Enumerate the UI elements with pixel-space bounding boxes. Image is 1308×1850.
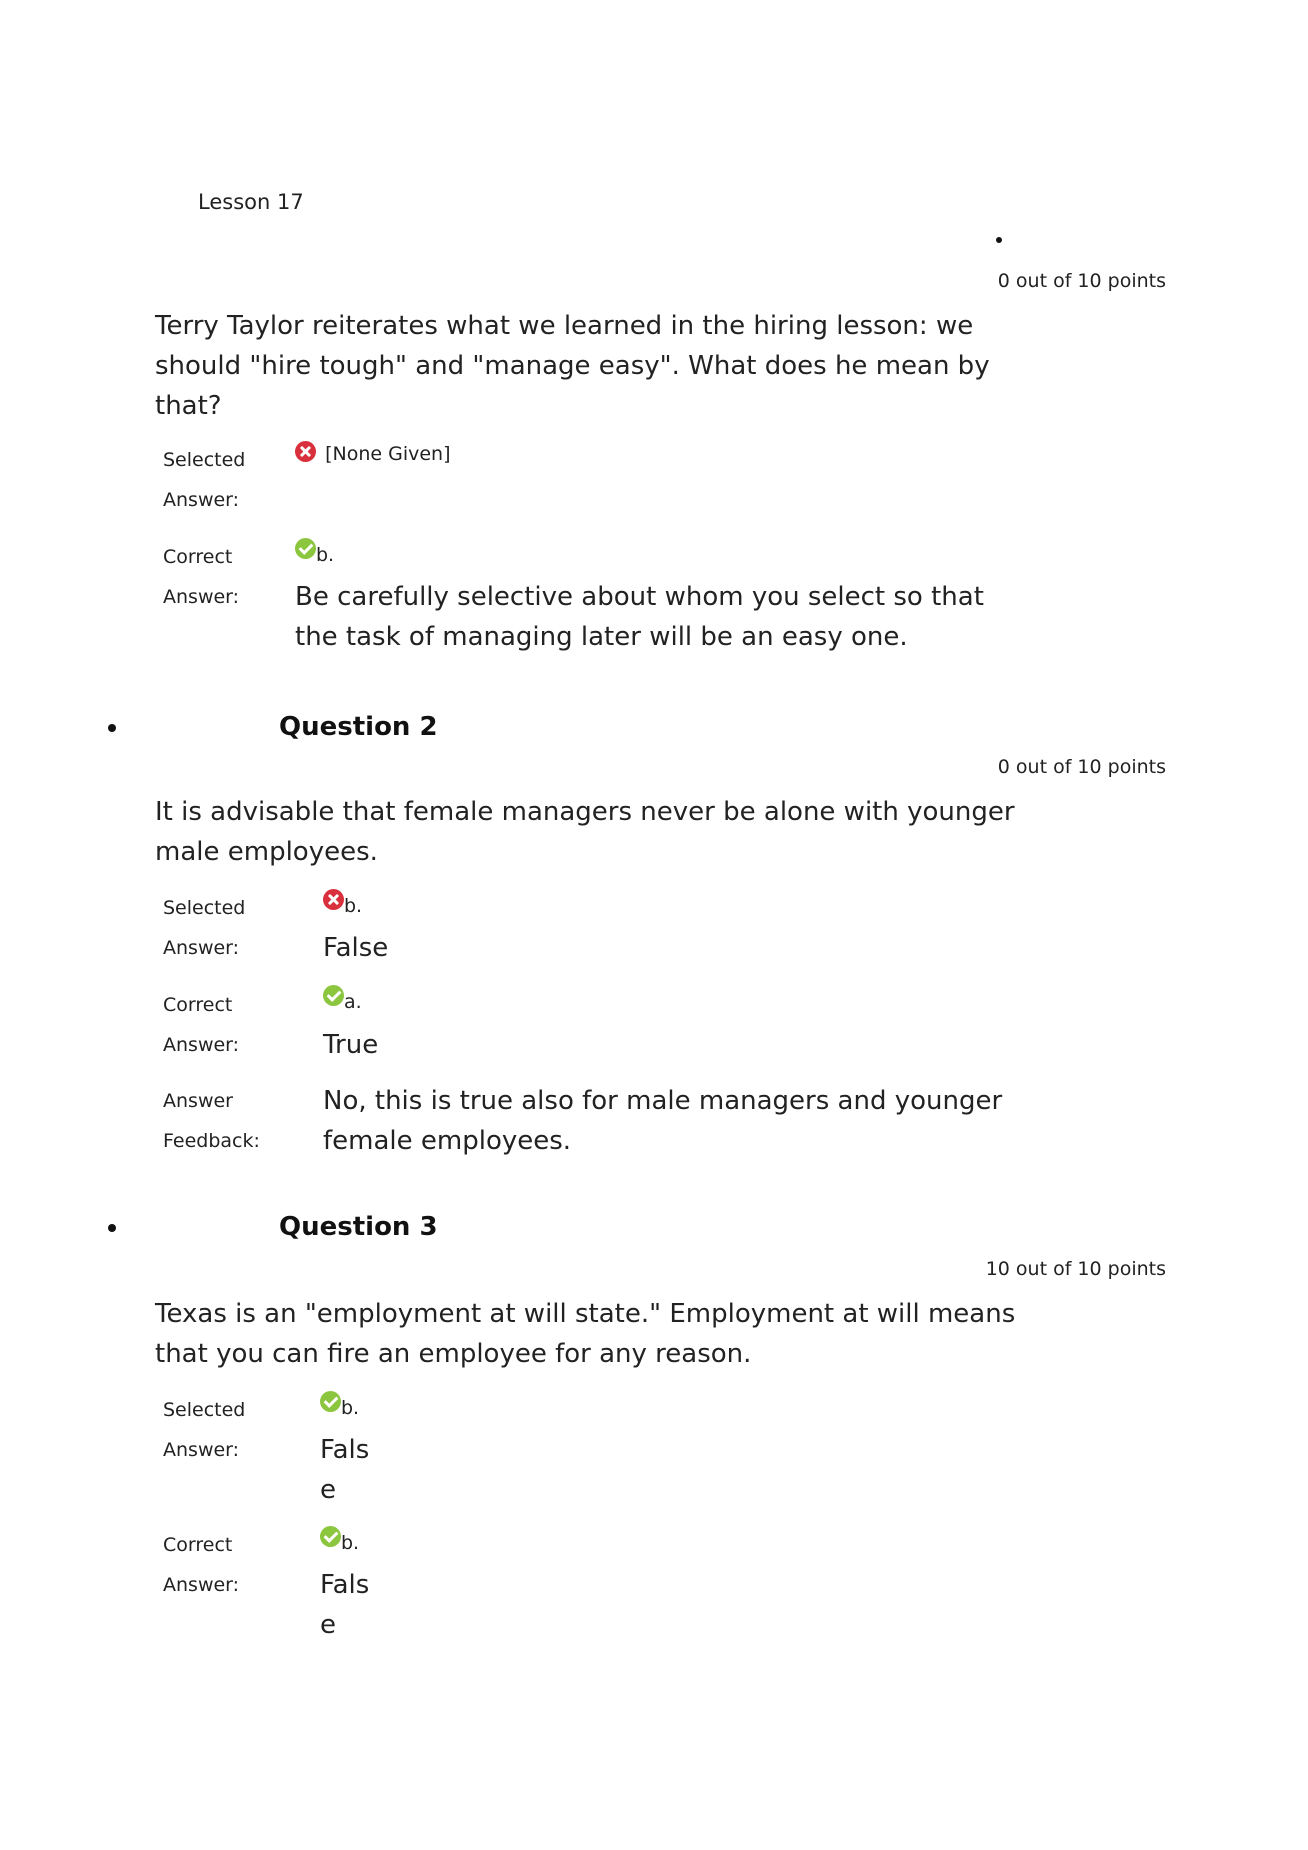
correct-answer-label: Correct Answer:	[163, 994, 240, 1056]
selected-answer-value: [None Given]	[325, 443, 451, 465]
selected-answer-label: Selected Answer:	[163, 1399, 246, 1461]
list-bullet	[108, 724, 116, 732]
list-bullet	[996, 237, 1002, 243]
question-2-points: 0 out of 10 points	[997, 756, 1166, 778]
question-2-correct-answer	[323, 985, 362, 1013]
question-1-text: Terry Taylor reiterates what we learned in the hiring lesson: we should "hire tough" and "manage easy". What does he mean by that?	[155, 311, 990, 421]
question-3-correct-answer	[320, 1526, 360, 1554]
list-bullet	[108, 1224, 116, 1232]
question-2-selected-answer	[323, 889, 363, 917]
question-2-text: It is advisable that female managers never be alone with younger male employees.	[155, 797, 1015, 867]
question-1-selected-answer	[295, 441, 451, 463]
option-letter: b.	[344, 895, 363, 917]
option-letter: b.	[316, 544, 335, 566]
question-3-heading: Question 3	[279, 1212, 438, 1242]
correct-answer-text: Be carefully selective about whom you select so that the task of managing later will be an easy one.	[295, 582, 984, 652]
option-letter: b.	[341, 1532, 360, 1554]
question-1-correct-answer	[295, 538, 335, 566]
selected-answer-text: False	[323, 933, 389, 963]
correct-answer-text: True	[323, 1030, 379, 1060]
question-3-selected-answer	[320, 1391, 360, 1419]
correct-icon	[323, 985, 344, 1006]
incorrect-icon	[295, 441, 316, 462]
question-1-points: 0 out of 10 points	[997, 270, 1166, 292]
option-letter: a.	[344, 991, 362, 1013]
answer-feedback-label: Answer Feedback:	[163, 1090, 260, 1152]
selected-answer-label: Selected Answer:	[163, 897, 246, 959]
correct-answer-text: Fals e	[320, 1570, 370, 1640]
correct-icon	[320, 1526, 341, 1547]
selected-answer-label: Selected Answer:	[163, 449, 246, 511]
correct-answer-label: Correct Answer:	[163, 1534, 240, 1596]
incorrect-icon	[323, 889, 344, 910]
correct-answer-label: Correct Answer:	[163, 546, 240, 608]
selected-answer-text: Fals e	[320, 1435, 370, 1505]
question-2-heading: Question 2	[279, 712, 438, 742]
question-3-text: Texas is an "employment at will state." Employment at will means that you can fire an employee for any reason.	[155, 1299, 1016, 1369]
correct-icon	[295, 538, 316, 559]
answer-feedback-text: No, this is true also for male managers and younger female employees.	[323, 1086, 1003, 1156]
lesson-title: Lesson 17	[198, 190, 304, 214]
option-letter: b.	[341, 1397, 360, 1419]
question-3-points: 10 out of 10 points	[985, 1258, 1166, 1280]
correct-icon	[320, 1391, 341, 1412]
